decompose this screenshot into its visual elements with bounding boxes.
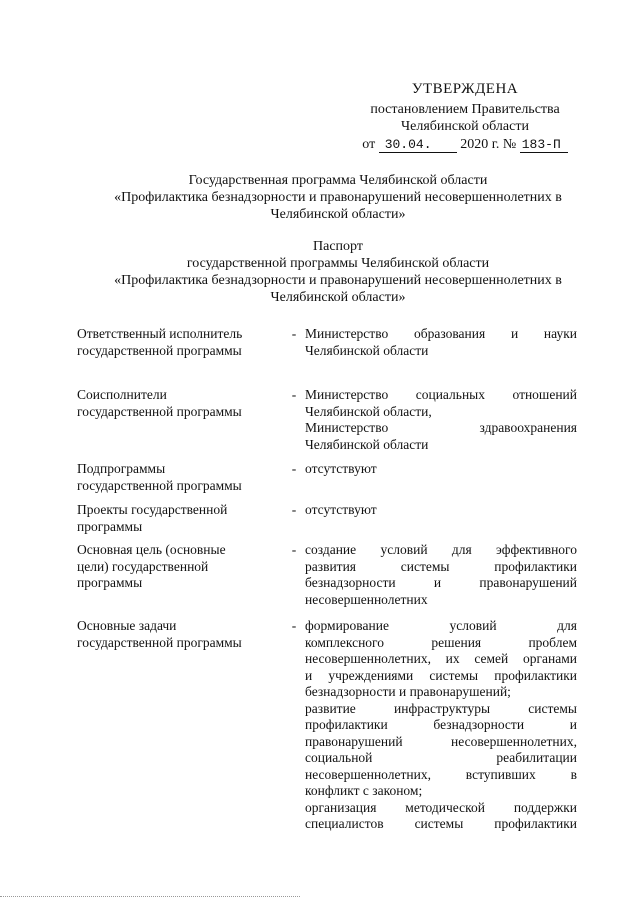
row-value-line: комплексного решения проблем [305,634,577,650]
approval-year: 2020 г. № [460,137,517,152]
page-bottom-divider [0,896,300,897]
approval-number: 183-П [520,138,568,153]
row-value-line: конфликт с законом; [305,783,423,798]
row-value-line: организация методической поддержки [305,799,577,815]
row-value-line: несовершеннолетних [305,591,428,607]
row-value-line: специалистов системы профилактики [305,816,577,831]
row-label-line: Основная цель (основные [77,542,226,557]
row-label-line: государственной программы [77,477,242,493]
row-value-line: отсутствуют [305,502,377,517]
row-value-line: отсутствуют [305,461,377,476]
row-value-line: и учреждениями системы профилактики [305,667,577,683]
row-value-line: формирование условий для [305,618,577,633]
approval-prefix: от [362,137,376,152]
row-label [77,542,277,592]
row-label-line: программы [77,575,143,590]
row-value-line: безнадзорности и правонарушений [305,575,577,590]
row-label-line: Соисполнители [77,387,167,402]
row-label-line: государственной программы [77,342,242,358]
program-title-line-3: Челябинской области» [270,207,406,222]
row-value-line: Министерство здравоохранения [305,420,577,435]
row-value-line: профилактики безнадзорности и [305,717,577,732]
row-label-line: Подпрограммы [77,461,166,476]
approval-title: УТВЕРЖДЕНА [411,81,519,97]
row-value-line: несовершеннолетних, их семей органами [305,651,577,666]
row-dash: - [291,387,297,402]
row-value [305,326,577,359]
row-dash: - [291,618,297,633]
program-title [60,172,616,223]
row-value-line: безнадзорности и правонарушений; [305,684,511,699]
row-value [305,461,577,478]
row-label-line: Ответственный исполнитель [77,326,243,341]
row-label-line: государственной программы [77,634,242,650]
row-value-line: правонарушений несовершеннолетних, [305,733,577,749]
program-title-line-2: «Профилактика безнадзорности и правонарушений несовершеннолетних в [114,190,562,205]
program-title-line-1: Государственная программа Челябинской области [188,173,488,188]
row-value-line: несовершеннолетних, вступивших в [305,766,577,782]
row-dash: - [291,326,297,341]
row-label [77,387,277,420]
row-label-line: цели) государственной [77,558,209,574]
row-dash: - [291,502,297,517]
row-label-line: программы [77,518,143,534]
passport-title-line-2: государственной программы Челябинской области [186,256,490,271]
row-label [77,618,277,651]
row-value [305,502,577,519]
passport-title-line-3: «Профилактика безнадзорности и правонарушений несовершеннолетних в [114,273,562,288]
passport-title [60,238,616,306]
row-value [305,387,577,453]
row-value-line: Челябинской области, [305,403,432,419]
row-value [305,542,577,608]
approval-date: 30.04. [379,138,457,153]
approval-line-2: Челябинской области [401,119,529,134]
row-value-line: развитие инфраструктуры системы [305,700,577,716]
row-value-line: создание условий для эффективного [305,542,577,557]
row-value-line: Челябинской области [305,436,429,452]
row-label-line: Основные задачи [77,618,177,633]
approval-date-line [360,136,570,153]
row-value [305,618,577,833]
row-value-line: развития системы профилактики [305,558,577,574]
row-label-line: Проекты государственной [77,502,228,517]
row-label [77,502,277,535]
row-label-line: государственной программы [77,403,242,419]
approval-stamp [360,81,570,153]
row-label [77,461,277,494]
row-value-line: Министерство социальных отношений [305,387,577,402]
row-dash: - [291,542,297,557]
row-value-line: Челябинской области [305,342,429,358]
row-value-line: социальной реабилитации [305,750,577,765]
approval-line-1: постановлением Правительства [370,102,560,117]
passport-title-line-1: Паспорт [313,239,363,254]
passport-title-line-4: Челябинской области» [270,290,406,305]
row-dash: - [291,461,297,476]
row-value-line: Министерство образования и науки [305,326,577,341]
row-label [77,326,277,359]
